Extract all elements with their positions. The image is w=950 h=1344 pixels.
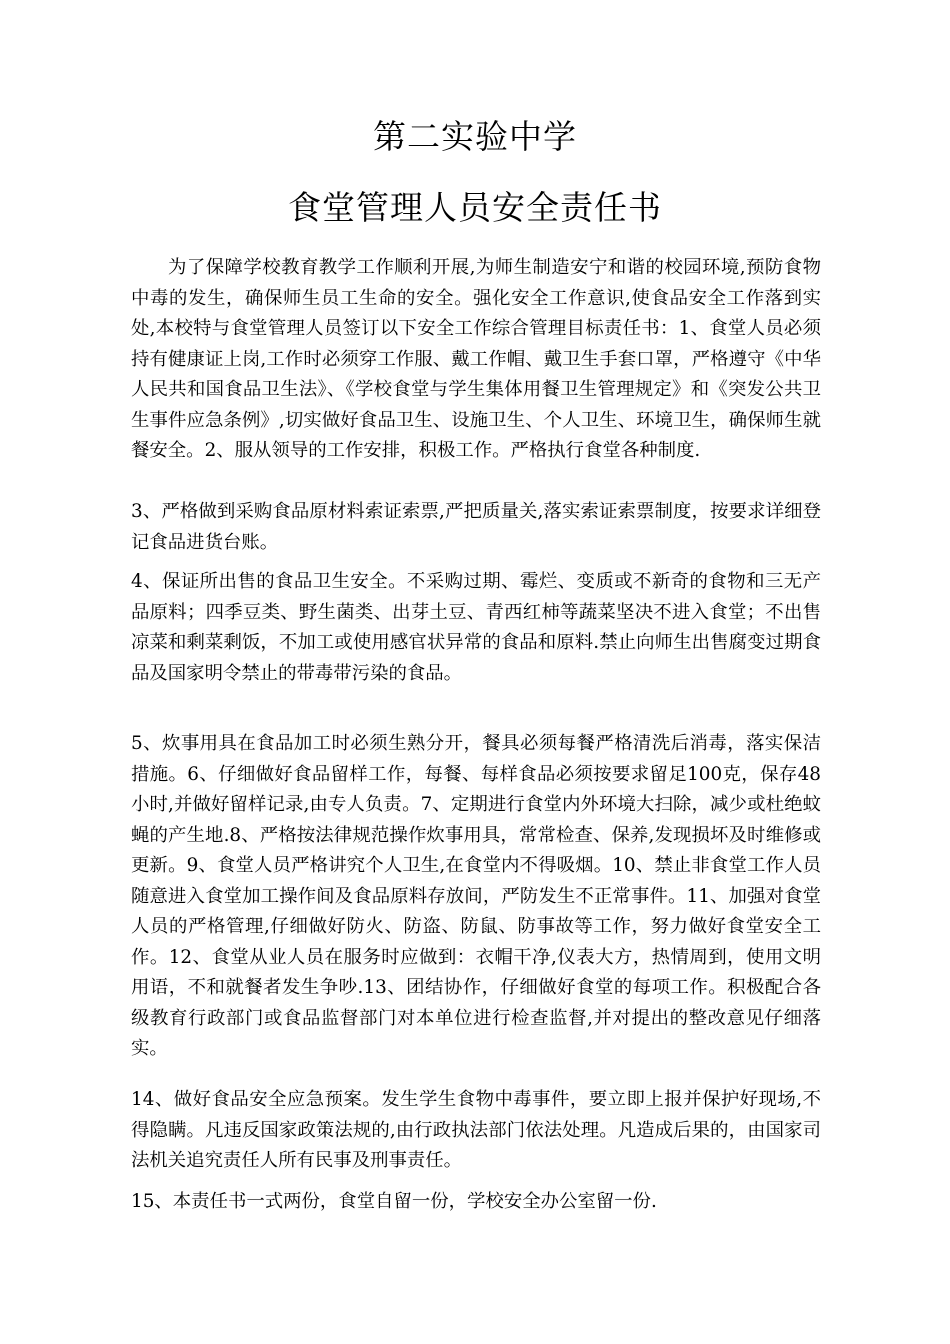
intro-paragraph: 为了保障学校教育教学工作顺利开展,为师生制造安宁和谐的校园环境,预防食物中毒的发生，确保师生员工生命的安全。强化安全工作意识,使食品安全工作落到实处,本校特与食堂管理人员签订以下安全工作综合管理目标责任书：1、食堂人员必须持有健康证上岗,工作时必须穿工作服、戴工作帽、戴卫生手套口罩，严格遵守《中华人民共和国食品卫生法》、《学校食堂与学生集体用餐卫生管理规定》和《突发公共卫生事件应急条例》,切实做好食品卫生、设施卫生、个人卫生、环境卫生，确保师生就餐安全。2、服从领导的工作安排，积极工作。严格执行食堂各种制度. [131,257,821,461]
school-name-title: 第二实验中学 [373,117,577,156]
clause-paragraph-3: 3、严格做到采购食品原材料索证索票,严把质量关,落实索证索票制度，按要求详细登记食品进货台账。 [131,501,821,553]
clause-paragraph-14: 14、做好食品安全应急预案。发生学生食物中毒事件，要立即上报并保护好现场,不得隐瞒。凡违反国家政策法规的,由行政执法部门依法处理。凡造成后果的，由国家司法机关追究责任人所有民事及刑事责任。 [131,1089,821,1171]
clause-paragraph-15: 15、本责任书一式两份，食堂自留一份，学校安全办公室留一份. [131,1191,657,1212]
document-title: 食堂管理人员安全责任书 [288,188,662,227]
clause-paragraph-5-13: 5、炊事用具在食品加工时必须生熟分开，餐具必须每餐严格清洗后消毒，落实保洁措施。6、仔细做好食品留样工作，每餐、每样食品必须按要求留足100克，保存48小时,并做好留样记录,由专人负责。7、定期进行食堂内外环境大扫除，减少或杜绝蚊蝇的产生地.8、严格按法律规范操作炊事用具，常常检查、保养,发现损坏及时维修或更新。9、食堂人员严格讲究个人卫生,在食堂内不得吸烟。10、禁止非食堂工作人员随意进入食堂加工操作间及食品原料存放间，严防发生不正常事件。11、加强对食堂人员的严格管理,仔细做好防火、防盗、防鼠、防事故等工作，努力做好食堂安全工作。12、食堂从业人员在服务时应做到：衣帽干净,仪表大方，热情周到，使用文明用语，不和就餐者发生争吵.13、团结协作，仔细做好食堂的每项工作。积极配合各级教育行政部门或食品监督部门对本单位进行检查监督,并对提出的整改意见仔细落实。 [131,733,821,1059]
clause-paragraph-4: 4、保证所出售的食品卫生安全。不采购过期、霉烂、变质或不新奇的食物和三无产品原料；四季豆类、野生菌类、出芽土豆、青西红柿等蔬菜坚决不进入食堂；不出售凉菜和剩菜剩饭，不加工或使用感官状异常的食品和原料.禁止向师生出售腐变过期食品及国家明令禁止的带毒带污染的食品。 [131,571,821,684]
